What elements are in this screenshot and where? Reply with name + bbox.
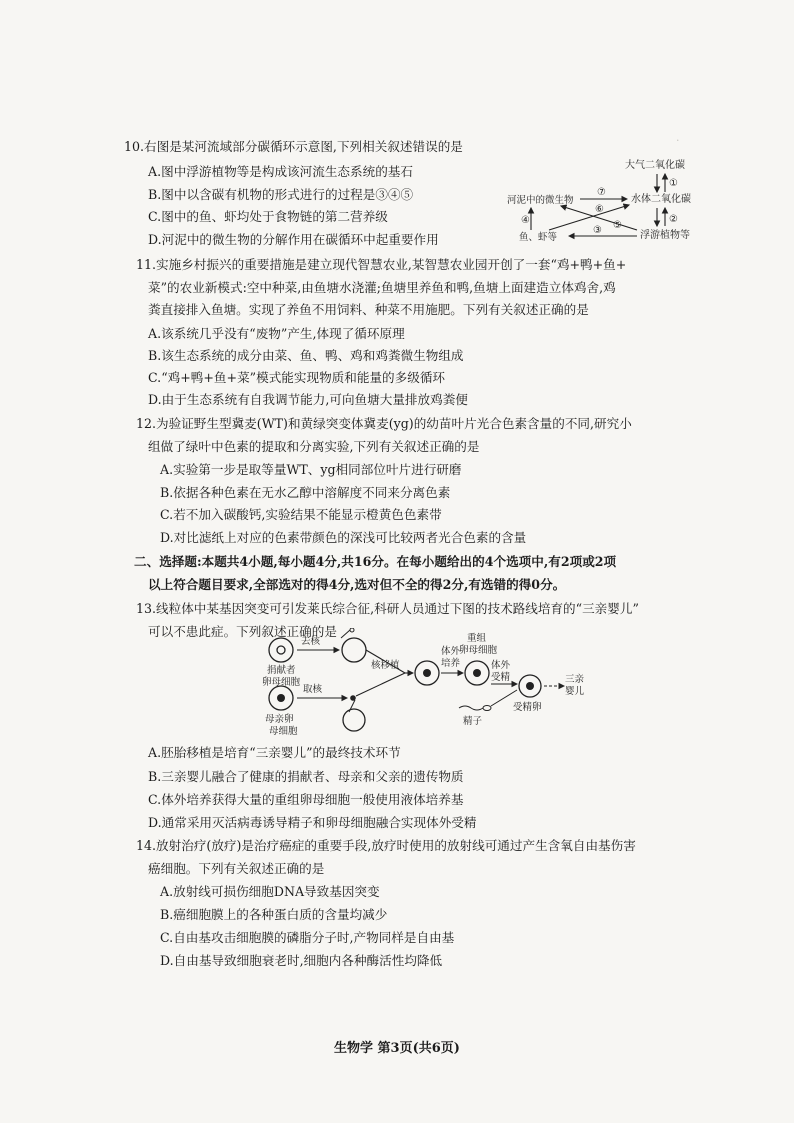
q14-option-a: A.放射线可损伤细胞DNA导致基因突变 xyxy=(160,884,380,899)
node-water-co2: 水体二氧化碳 xyxy=(631,194,691,205)
baby-label-2: 婴儿 xyxy=(565,686,585,697)
q12-option-c: C.若不加入碳酸钙,实验结果不能显示橙黄色色素带 xyxy=(160,507,442,522)
section2-line-2: 以上符合题目要求,全部选对的得4分,选对但不全的得2分,有选错的得0分。 xyxy=(148,577,566,592)
q10-stem: 10.右图是某河流域部分碳循环示意图,下列相关叙述错误的是 xyxy=(124,139,463,154)
q10-option-b: B.图中以含碳有机物的形式进行的过程是③④⑤ xyxy=(148,187,414,202)
sperm-icon xyxy=(459,706,483,710)
baby-label-1: 三亲 xyxy=(565,674,585,685)
page-footer: 生物学 第3页(共6页) xyxy=(334,1041,460,1056)
q13-option-c: C.体外培养获得大量的重组卵母细胞一般使用液体培养基 xyxy=(148,792,464,807)
section2-line-1: 二、选择题:本题共4小题,每小题4分,共16分。在每小题给出的4个选项中,有2项或2项 xyxy=(134,554,617,569)
nuclear-transfer-label: 核移植 xyxy=(371,660,400,671)
q13-option-d: D.通常采用灭活病毒诱导精子和卵母细胞融合实现体外受精 xyxy=(148,815,477,830)
q10-option-a: A.图中浮游植物等是构成该河流生态系统的基石 xyxy=(148,164,413,179)
q13-stem-line-2: 可以不患此症。下列叙述正确的是 xyxy=(148,624,337,639)
enucleated-mother-egg xyxy=(343,709,365,731)
q13-option-b: B.三亲婴儿融合了健康的捐献者、母亲和父亲的遗传物质 xyxy=(148,769,464,784)
enucleated-donor-egg xyxy=(342,638,366,662)
fertilized-label: 受精卵 xyxy=(513,702,542,713)
reconstructed-label-1: 重组 xyxy=(467,633,487,644)
q13-option-a: A.胚胎移植是培育“三亲婴儿”的最终技术环节 xyxy=(148,745,401,760)
donor-egg-cell xyxy=(269,638,293,662)
q12-option-b: B.依据各种色素在无水乙醇中溶解度不同来分离色素 xyxy=(160,485,451,500)
q10-option-c: C.图中的鱼、虾均处于食物链的第二营养级 xyxy=(148,209,388,224)
fertilization-label-1: 体外 xyxy=(491,660,511,671)
arrow-label-7: ⑦ xyxy=(597,187,606,198)
q14-option-d: D.自由基导致细胞衰老时,细胞内各种酶活性均降低 xyxy=(160,953,443,968)
q14-option-b: B.癌细胞膜上的各种蛋白质的含量均减少 xyxy=(160,907,388,922)
donor-egg-label-1: 捐献者 xyxy=(267,665,296,676)
node-fish-shrimp: 鱼、虾等 xyxy=(519,232,558,243)
node-plankton: 浮游植物等 xyxy=(640,230,690,241)
q13-stem-line-1: 13.线粒体中某基因突变可引发莱氏综合征,科研人员通过下图的技术路线培育的“三亲婴儿” xyxy=(136,601,639,616)
sperm-label: 精子 xyxy=(463,716,483,727)
q11-option-a: A.该系统几乎没有“废物”产生,体现了循环原理 xyxy=(148,326,405,341)
q11-option-c: C.“鸡+鸭+鱼+菜”模式能实现物质和能量的多级循环 xyxy=(148,370,446,385)
take-nucleus-label: 取核 xyxy=(303,684,323,695)
arrow-label-1: ① xyxy=(669,178,678,189)
culture-label-2: 培养 xyxy=(441,658,461,669)
culture-label-1: 体外 xyxy=(441,646,461,657)
node-mud-microbes: 河泥中的微生物 xyxy=(507,195,574,206)
arrow-label-5: ⑤ xyxy=(613,220,622,231)
arrow-label-6: ⑥ xyxy=(595,204,604,215)
mother-egg-label-1: 母亲卵 xyxy=(265,714,294,725)
remove-nucleus-label: 去核 xyxy=(301,636,321,647)
q11-option-b: B.该生态系统的成分由菜、鱼、鸭、鸡和鸡粪微生物组成 xyxy=(148,348,464,363)
q11-stem-line-1: 11.实施乡村振兴的重要措施是建立现代智慧农业,某智慧农业园开创了一套“鸡+鸭+鱼+ xyxy=(136,257,627,272)
q11-stem-line-3: 粪直接排入鱼塘。实现了养鱼不用饲料、种菜不用施肥。下列有关叙述正确的是 xyxy=(148,302,589,317)
q14-stem-line-1: 14.放射治疗(放疗)是治疗癌症的重要手段,放疗时使用的放射线可通过产生含氧自由基伤害 xyxy=(136,838,636,853)
q10-option-d: D.河泥中的微生物的分解作用在碳循环中起重要作用 xyxy=(148,232,439,247)
q11-stem-line-2: 菜”的农业新模式:空中种菜,由鱼塘水浇灌;鱼塘里养鱼和鸭,鱼塘上面建造立体鸡舍,鸡 xyxy=(148,280,616,295)
fertilization-label-2: 受精 xyxy=(491,672,511,683)
q14-option-c: C.自由基攻击细胞膜的磷脂分子时,产物同样是自由基 xyxy=(160,930,455,945)
q14-stem-line-2: 癌细胞。下列有关叙述正确的是 xyxy=(148,861,325,876)
arrow-label-4: ④ xyxy=(521,215,530,226)
node-atmosphere-co2: 大气二氧化碳 xyxy=(625,160,685,171)
three-parent-baby-diagram xyxy=(255,628,595,738)
donor-egg-label-2: 卵母细胞 xyxy=(262,677,301,688)
arrow-label-2: ② xyxy=(669,214,678,225)
mother-egg-label-2: 母细胞 xyxy=(269,726,298,737)
carbon-cycle-diagram xyxy=(505,150,715,250)
bleed-through-mark: · xyxy=(676,134,680,147)
arrow-label-3: ③ xyxy=(593,225,602,236)
q12-option-a: A.实验第一步是取等量WT、yg相同部位叶片进行研磨 xyxy=(160,462,462,477)
q12-option-d: D.对比滤纸上对应的色素带颜色的深浅可比较两者光合色素的含量 xyxy=(160,530,527,545)
q11-option-d: D.由于生态系统有自我调节能力,可向鱼塘大量排放鸡粪便 xyxy=(148,392,468,407)
reconstructed-label-2: 卵母细胞 xyxy=(459,645,498,656)
q12-stem-line-1: 12.为验证野生型冀麦(WT)和黄绿突变体冀麦(yg)的幼苗叶片光合色素含量的不同,研究小 xyxy=(136,416,632,431)
q12-stem-line-2: 组做了绿叶中色素的提取和分离实验,下列有关叙述正确的是 xyxy=(148,439,480,454)
